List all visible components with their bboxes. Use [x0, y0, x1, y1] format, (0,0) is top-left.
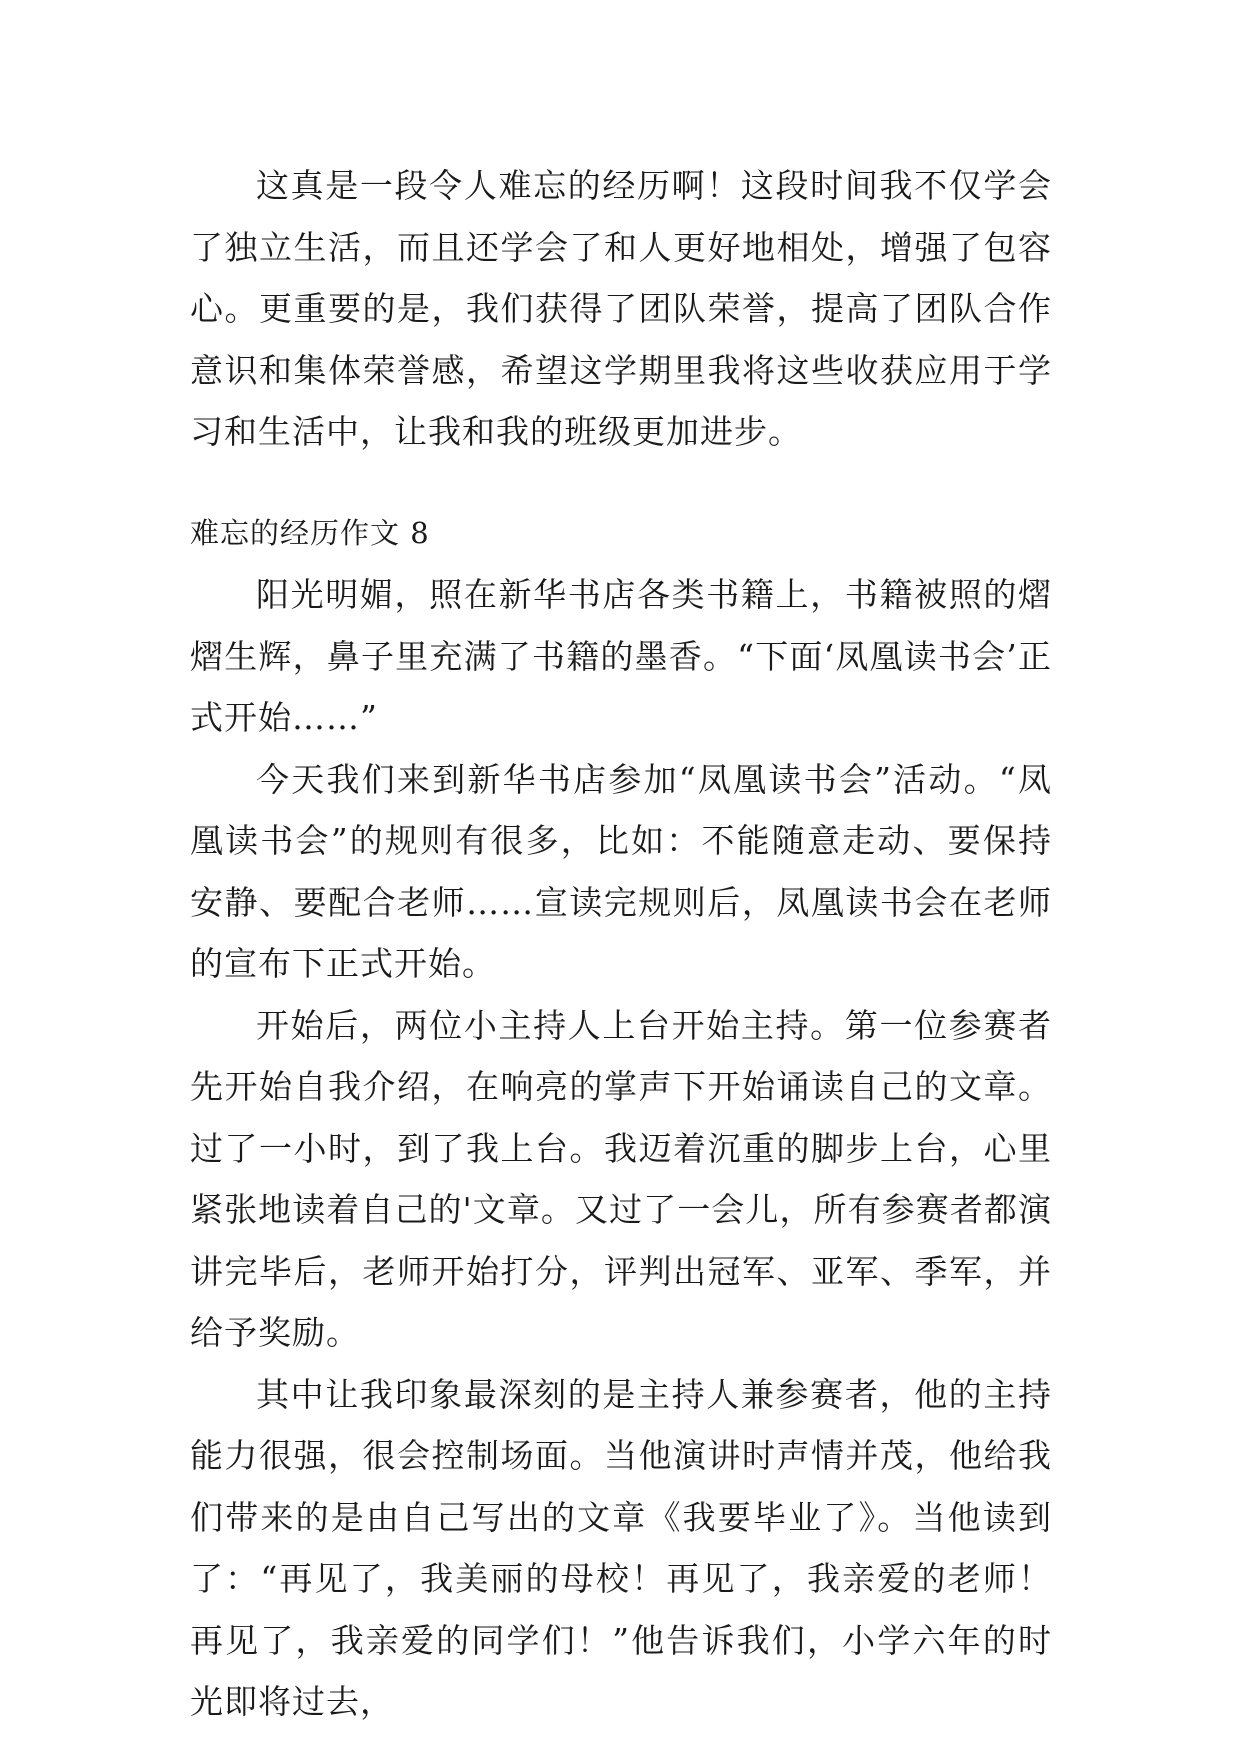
section-title: 难忘的经历作文 8	[190, 515, 430, 550]
body-paragraph-4: 其中让我印象最深刻的是主持人兼参赛者，他的主持能力很强，很会控制场面。当他演讲时声情并茂，他给我们带来的是由自己写出的文章《我要毕业了》。当他读到了：“再见了，我美丽的母校！再见了，我亲爱的老师！再见了，我亲爱的同学们！”他告诉我们，小学六年的时光即将过去，	[190, 1374, 1052, 1721]
body-paragraph-3: 开始后，两位小主持人上台开始主持。第一位参赛者先开始自我介绍，在响亮的掌声下开始诵读自己的文章。过了一小时，到了我上台。我迈着沉重的脚步上台，心里紧张地读着自己的'文章。又过了一会儿，所有参赛者都演讲完毕后，老师开始打分，评判出冠军、亚军、季军，并给予奖励。	[190, 1005, 1052, 1352]
intro-paragraph: 这真是一段令人难忘的经历啊！这段时间我不仅学会了独立生活，而且还学会了和人更好地相处，增强了包容心。更重要的是，我们获得了团队荣誉，提高了团队合作意识和集体荣誉感，希望这学期里我将这些收获应用于学习和生活中，让我和我的班级更加进步。	[190, 166, 1052, 451]
body-paragraph-1: 阳光明媚，照在新华书店各类书籍上，书籍被照的熠熠生辉，鼻子里充满了书籍的墨香。“下面‘凤凰读书会’正式开始……”	[190, 575, 1052, 737]
body-paragraph-2: 今天我们来到新华书店参加“凤凰读书会”活动。“凤凰读书会”的规则有很多，比如：不能随意走动、要保持安静、要配合老师……宣读完规则后，凤凰读书会在老师的宣布下正式开始。	[190, 759, 1052, 983]
section-spacer	[190, 463, 1052, 503]
document-page	[190, 155, 1052, 1733]
